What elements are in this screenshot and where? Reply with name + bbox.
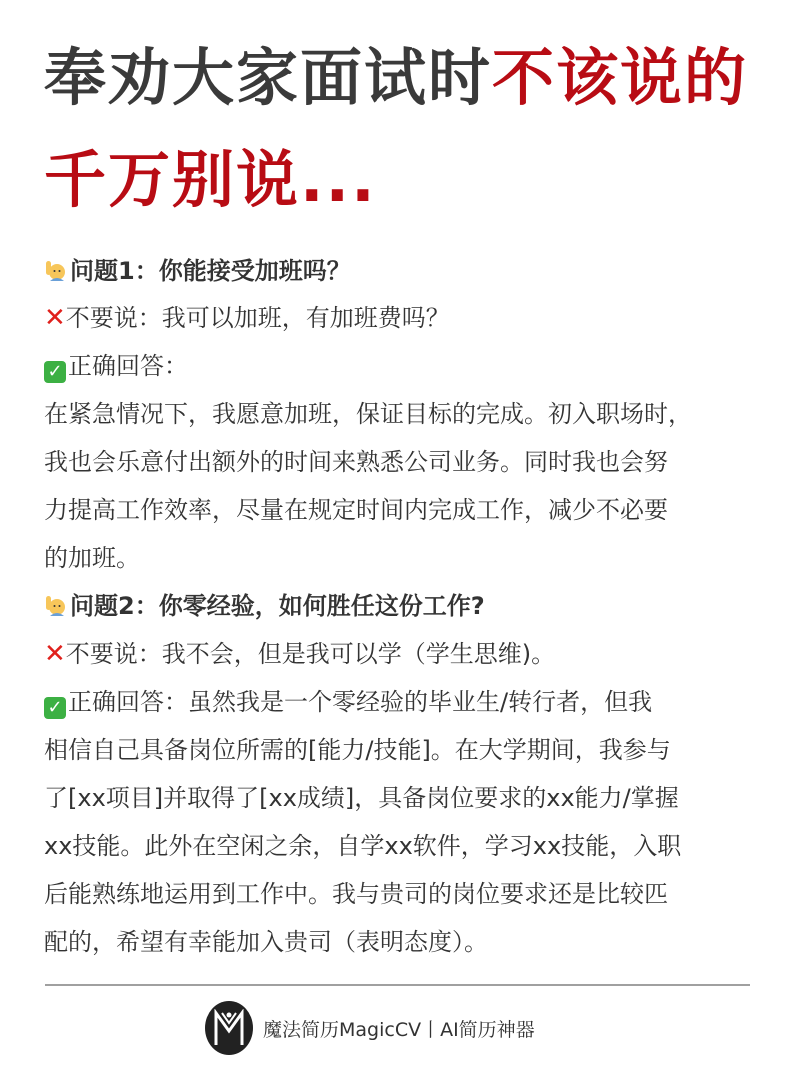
q1-answer-line: 在紧急情况下，我愿意加班，保证目标的完成。初入职场时， xyxy=(44,400,692,428)
q2-answer-line: xx技能。此外在空闲之余，自学xx软件，学习xx技能，入职 xyxy=(44,832,682,860)
title-red-text: 不该说的 xyxy=(492,41,749,114)
person-raising-hand-icon xyxy=(44,594,68,618)
q1-correct-label-text: 正确回答： xyxy=(68,352,188,380)
question-2 xyxy=(44,590,485,622)
check-mark-icon: ✓ xyxy=(44,697,66,719)
question-1-text: 问题1：你能接受加班吗？ xyxy=(70,257,351,285)
check-mark-icon: ✓ xyxy=(44,361,66,383)
q2-answer-line: 后能熟练地运用到工作中。我与贵司的岗位要求还是比较匹 xyxy=(44,880,668,908)
q2-answer-line: 配的，希望有幸能加入贵司（表明态度）。 xyxy=(44,928,488,956)
person-raising-hand-icon xyxy=(44,259,68,283)
cross-mark-icon: ✕ xyxy=(44,639,66,669)
q1-dont-say xyxy=(44,302,450,334)
q2-answer-line: 了[xx项目]并取得了[xx成绩]，具备岗位要求的xx能力/掌握 xyxy=(44,784,679,812)
footer-text: 魔法简历MagicCV丨AI简历神器 xyxy=(263,1018,535,1041)
title-line-2 xyxy=(44,140,377,220)
q2-correct-text: 正确回答：虽然我是一个零经验的毕业生/转行者，但我 xyxy=(68,688,653,716)
magiccv-logo-icon xyxy=(205,1001,253,1055)
q2-dont-say xyxy=(44,638,555,670)
q1-dont-say-text: 不要说：我可以加班，有加班费吗？ xyxy=(65,304,450,332)
q2-correct-line xyxy=(44,686,652,719)
q2-answer-line: 相信自己具备岗位所需的[能力/技能]。在大学期间，我参与 xyxy=(44,736,671,764)
q1-correct-label xyxy=(44,350,188,383)
q1-answer-line: 力提高工作效率，尽量在规定时间内完成工作，减少不必要 xyxy=(44,496,668,524)
question-2-text: 问题2：你零经验，如何胜任这份工作? xyxy=(70,592,485,620)
title-red-text-2: 千万别说... xyxy=(44,143,377,216)
cross-mark-icon: ✕ xyxy=(44,303,66,333)
q1-answer-line: 的加班。 xyxy=(44,544,140,572)
title-line-1 xyxy=(44,38,748,118)
title-dark-text: 奉劝大家面试时 xyxy=(44,41,493,114)
q2-dont-say-text: 不要说：我不会，但是我可以学（学生思维)。 xyxy=(65,640,556,668)
footer-brand xyxy=(205,1000,535,1056)
question-1 xyxy=(44,255,351,287)
q1-answer-line: 我也会乐意付出额外的时间来熟悉公司业务。同时我也会努 xyxy=(44,448,668,476)
footer-divider xyxy=(45,984,750,986)
